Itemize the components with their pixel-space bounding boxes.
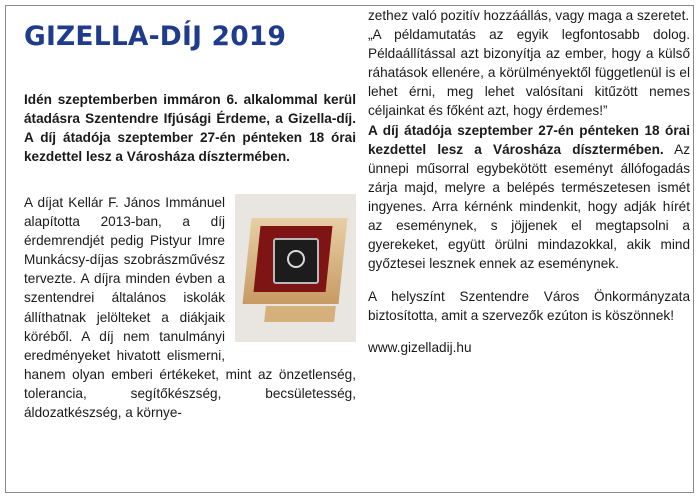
medal-emblem-image: [287, 250, 305, 268]
box-base-image: [264, 306, 336, 322]
left-column: [24, 20, 356, 422]
award-date-text: A díj átadója szeptember 27-én pénteken 18 órai kezdettel lesz a Városháza dísztermében.: [368, 122, 690, 157]
body-text: [24, 193, 356, 422]
award-paragraph: [368, 121, 690, 274]
quote-paragraph: „A példamutatás az egyik legfontosabb dolog. Példaállítással azt bizonyítja az ember, hogy a külső ráhatások ellenére, a körülményektől függetlenül is el lehet érni, meg lehet valósítani kitűzött nemes céljainkat és főként azt, hogy érdemes!”: [368, 27, 690, 119]
continuation-paragraph: zethez való pozitív hozzáállás, vagy maga a szeretet.: [368, 8, 690, 23]
award-photo: [235, 194, 356, 342]
venue-paragraph: A helyszínt Szentendre Város Önkormányzata biztosította, amit a szervezők ezúton is köszönnek!: [368, 289, 690, 324]
article-title: GIZELLA-DÍJ 2019: [24, 21, 287, 52]
website-link[interactable]: www.gizelladij.hu: [368, 339, 472, 355]
award-details-text: Az ünnepi műsorral egybekötött eseményt állófogadás zárja majd, melyre a belépés természetesen ismét ingyenes. Arra kérnénk mindenkit, hogy adják hírét az eseménynek, s jöjjenek el megtapsolni a gyerekeket, együtt örülni mindazokkal, akik mind győztesei lesznek ennek az eseménynek.: [368, 141, 690, 272]
right-column: [368, 6, 690, 357]
article-frame: [5, 5, 694, 493]
lead-paragraph: Idén szeptemberben immáron 6. alkalommal kerül átadásra Szentendre Ifjúsági Érdeme, a Gizella-díj. A díj átadója szeptember 27-én pénteken 18 órai kezdettel lesz a Városháza dísztermében.: [24, 92, 356, 164]
medal-image: [273, 238, 319, 284]
intro-paragraph: A díjat Kellár F. János Immánuel alapította 2013-ban, a díj érdemrendjét pedig Pistyur Imre Munkácsy-díjas szobrászművész tervezte. A díjra minden évben a szentendrei általános iskolák állíthatnak jelölteket a diákjaik köréből. A díj nem tanulmányi eredményeket hivatott elismerni, hanem olyan emberi értékeket, mint az önzetlenség, tolerancia, segítőkészség, becsületesség, áldozatkészség, a környe-: [24, 195, 356, 421]
